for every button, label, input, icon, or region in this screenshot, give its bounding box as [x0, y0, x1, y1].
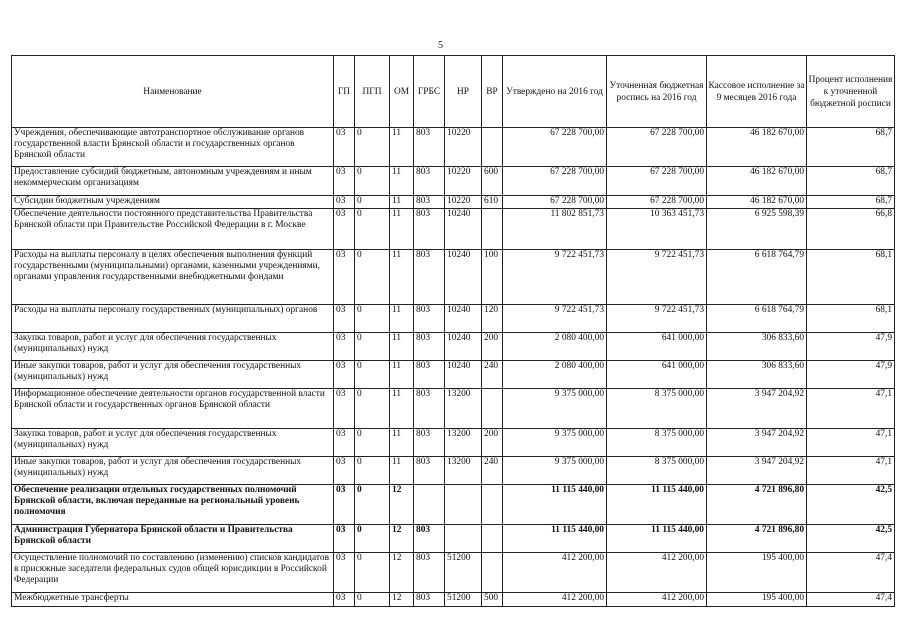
refined-amount-cell: 641 000,00: [607, 361, 707, 389]
om-cell: 11: [390, 389, 414, 429]
row-name-cell: Информационное обеспечение деятельности органов государственной власти Брянской области и государственных органов Брянской области: [12, 389, 334, 429]
gp-cell: 03: [334, 485, 355, 525]
grbs-cell: 803: [414, 593, 445, 607]
execution-percent-cell: 47,4: [807, 553, 895, 593]
row-name-cell: Администрация Губернатора Брянской области и Правительства Брянской области: [12, 525, 334, 553]
approved-amount-cell: 11 802 851,73: [503, 209, 607, 250]
execution-percent-cell: 42,5: [807, 525, 895, 553]
cash-execution-cell: 6 618 764,79: [707, 250, 807, 305]
pgp-cell: 0: [355, 389, 390, 429]
pgp-cell: 0: [355, 305, 390, 333]
om-cell: 11: [390, 457, 414, 485]
row-name-cell: Закупка товаров, работ и услуг для обеспечения государственных (муниципальных) нужд: [12, 333, 334, 361]
cash-execution-cell: 195 400,00: [707, 553, 807, 593]
refined-amount-cell: 8 375 000,00: [607, 389, 707, 429]
table-row: [12, 305, 895, 333]
refined-amount-cell: 9 722 451,73: [607, 250, 707, 305]
table-row: [12, 525, 895, 553]
refined-amount-cell: 412 200,00: [607, 593, 707, 607]
nr-cell: 13200: [445, 389, 482, 429]
row-name-cell: Осуществление полномочий по составлению (изменению) списков кандидатов в присяжные заседатели федеральных судов общей юрисдикции в Российской Федерации: [12, 553, 334, 593]
vr-cell: 200: [482, 429, 503, 457]
table-row: [12, 196, 895, 209]
execution-percent-cell: 68,7: [807, 167, 895, 196]
grbs-cell: 803: [414, 250, 445, 305]
table-row: [12, 361, 895, 389]
row-name-cell: Расходы на выплаты персоналу в целях обеспечения выполнения функций государственными (муниципальными) органами, казенными учреждениями, органами управления государственными внебюджетными фондами: [12, 250, 334, 305]
grbs-cell: 803: [414, 525, 445, 553]
pgp-cell: 0: [355, 525, 390, 553]
grbs-cell: 803: [414, 457, 445, 485]
grbs-cell: 803: [414, 209, 445, 250]
nr-cell: 10240: [445, 305, 482, 333]
gp-cell: 03: [334, 389, 355, 429]
cash-execution-cell: 3 947 204,92: [707, 457, 807, 485]
pgp-cell: 0: [355, 361, 390, 389]
cash-execution-cell: 306 833,60: [707, 333, 807, 361]
approved-amount-cell: 67 228 700,00: [503, 196, 607, 209]
nr-cell: 10220: [445, 167, 482, 196]
row-name-cell: Субсидии бюджетным учреждениям: [12, 196, 334, 209]
refined-amount-cell: 10 363 451,73: [607, 209, 707, 250]
gp-cell: 03: [334, 209, 355, 250]
vr-cell: 240: [482, 361, 503, 389]
vr-cell: 100: [482, 250, 503, 305]
approved-amount-cell: 9 375 000,00: [503, 389, 607, 429]
om-cell: 11: [390, 333, 414, 361]
vr-cell: 200: [482, 333, 503, 361]
row-name-cell: Учреждения, обеспечивающие автотранспортное обслуживание органов государственной власти Брянской области и государственных органов Брянской области: [12, 128, 334, 167]
om-cell: 11: [390, 167, 414, 196]
grbs-cell: 803: [414, 333, 445, 361]
vr-cell: [482, 525, 503, 553]
execution-percent-cell: 47,9: [807, 333, 895, 361]
vr-cell: [482, 209, 503, 250]
om-cell: 11: [390, 361, 414, 389]
execution-percent-cell: 68,7: [807, 196, 895, 209]
om-cell: 11: [390, 429, 414, 457]
pgp-cell: 0: [355, 209, 390, 250]
grbs-cell: 803: [414, 128, 445, 167]
grbs-cell: 803: [414, 429, 445, 457]
gp-cell: 03: [334, 333, 355, 361]
approved-amount-cell: 9 722 451,73: [503, 250, 607, 305]
row-name-cell: Межбюджетные трансферты: [12, 593, 334, 607]
execution-percent-cell: 68,1: [807, 250, 895, 305]
row-name-cell: Предоставление субсидий бюджетным, автономным учреждениям и иным некоммерческим организациям: [12, 167, 334, 196]
nr-cell: 10240: [445, 209, 482, 250]
pgp-cell: 0: [355, 457, 390, 485]
om-cell: 12: [390, 485, 414, 525]
column-header: Уточненная бюджетная роспись на 2016 год: [607, 56, 707, 128]
table-row: [12, 553, 895, 593]
refined-amount-cell: 67 228 700,00: [607, 128, 707, 167]
row-name-cell: Иные закупки товаров, работ и услуг для обеспечения государственных (муниципальных) нужд: [12, 457, 334, 485]
refined-amount-cell: 8 375 000,00: [607, 429, 707, 457]
approved-amount-cell: 412 200,00: [503, 593, 607, 607]
gp-cell: 03: [334, 553, 355, 593]
gp-cell: 03: [334, 429, 355, 457]
cash-execution-cell: 306 833,60: [707, 361, 807, 389]
vr-cell: 500: [482, 593, 503, 607]
execution-percent-cell: 68,1: [807, 305, 895, 333]
table-row: [12, 593, 895, 607]
row-name-cell: Обеспечение реализации отдельных государственных полномочий Брянской области, включая переданные на региональный уровень полномочия: [12, 485, 334, 525]
cash-execution-cell: 3 947 204,92: [707, 429, 807, 457]
refined-amount-cell: 67 228 700,00: [607, 196, 707, 209]
vr-cell: 240: [482, 457, 503, 485]
column-header: ГП: [334, 56, 355, 128]
pgp-cell: 0: [355, 485, 390, 525]
cash-execution-cell: 6 925 598,39: [707, 209, 807, 250]
execution-percent-cell: 42,5: [807, 485, 895, 525]
approved-amount-cell: 11 115 440,00: [503, 525, 607, 553]
pgp-cell: 0: [355, 167, 390, 196]
table-row: [12, 429, 895, 457]
budget-execution-table: [11, 55, 895, 607]
table-row: [12, 457, 895, 485]
column-header: НР: [445, 56, 482, 128]
execution-percent-cell: 47,1: [807, 457, 895, 485]
om-cell: 11: [390, 196, 414, 209]
row-name-cell: Закупка товаров, работ и услуг для обеспечения государственных (муниципальных) нужд: [12, 429, 334, 457]
nr-cell: 13200: [445, 457, 482, 485]
grbs-cell: 803: [414, 305, 445, 333]
column-header: Наименование: [12, 56, 334, 128]
vr-cell: [482, 389, 503, 429]
page-number: 5: [438, 40, 443, 51]
om-cell: 12: [390, 525, 414, 553]
approved-amount-cell: 67 228 700,00: [503, 128, 607, 167]
om-cell: 11: [390, 209, 414, 250]
column-header: Утверждено на 2016 год: [503, 56, 607, 128]
refined-amount-cell: 8 375 000,00: [607, 457, 707, 485]
nr-cell: [445, 485, 482, 525]
execution-percent-cell: 47,1: [807, 429, 895, 457]
om-cell: 12: [390, 593, 414, 607]
om-cell: 11: [390, 250, 414, 305]
gp-cell: 03: [334, 525, 355, 553]
execution-percent-cell: 47,1: [807, 389, 895, 429]
grbs-cell: 803: [414, 196, 445, 209]
table-header-row: [12, 56, 895, 128]
table-row: [12, 333, 895, 361]
table-row: [12, 128, 895, 167]
approved-amount-cell: 2 080 400,00: [503, 333, 607, 361]
gp-cell: 03: [334, 167, 355, 196]
grbs-cell: 803: [414, 553, 445, 593]
om-cell: 11: [390, 128, 414, 167]
refined-amount-cell: 412 200,00: [607, 553, 707, 593]
vr-cell: [482, 553, 503, 593]
gp-cell: 03: [334, 305, 355, 333]
refined-amount-cell: 641 000,00: [607, 333, 707, 361]
nr-cell: 10240: [445, 361, 482, 389]
cash-execution-cell: 6 618 764,79: [707, 305, 807, 333]
execution-percent-cell: 66,8: [807, 209, 895, 250]
nr-cell: 10240: [445, 250, 482, 305]
cash-execution-cell: 46 182 670,00: [707, 128, 807, 167]
gp-cell: 03: [334, 128, 355, 167]
cash-execution-cell: 3 947 204,92: [707, 389, 807, 429]
column-header: ОМ: [390, 56, 414, 128]
approved-amount-cell: 412 200,00: [503, 553, 607, 593]
nr-cell: 10220: [445, 196, 482, 209]
row-name-cell: Обеспечение деятельности постоянного представительства Правительства Брянской области при Правительстве Российской Федерации в г. Москве: [12, 209, 334, 250]
pgp-cell: 0: [355, 593, 390, 607]
pgp-cell: 0: [355, 128, 390, 167]
nr-cell: [445, 525, 482, 553]
grbs-cell: [414, 485, 445, 525]
nr-cell: 10240: [445, 333, 482, 361]
table-row: [12, 209, 895, 250]
refined-amount-cell: 9 722 451,73: [607, 305, 707, 333]
om-cell: 12: [390, 553, 414, 593]
refined-amount-cell: 67 228 700,00: [607, 167, 707, 196]
column-header: Кассовое исполнение за 9 месяцев 2016 года: [707, 56, 807, 128]
vr-cell: [482, 128, 503, 167]
table-row: [12, 389, 895, 429]
approved-amount-cell: 9 375 000,00: [503, 429, 607, 457]
row-name-cell: Иные закупки товаров, работ и услуг для обеспечения государственных (муниципальных) нужд: [12, 361, 334, 389]
cash-execution-cell: 195 400,00: [707, 593, 807, 607]
table-row: [12, 250, 895, 305]
nr-cell: 51200: [445, 593, 482, 607]
om-cell: 11: [390, 305, 414, 333]
gp-cell: 03: [334, 250, 355, 305]
vr-cell: 610: [482, 196, 503, 209]
approved-amount-cell: 67 228 700,00: [503, 167, 607, 196]
nr-cell: 10220: [445, 128, 482, 167]
column-header: ГРБС: [414, 56, 445, 128]
approved-amount-cell: 9 722 451,73: [503, 305, 607, 333]
vr-cell: [482, 485, 503, 525]
pgp-cell: 0: [355, 333, 390, 361]
approved-amount-cell: 2 080 400,00: [503, 361, 607, 389]
gp-cell: 03: [334, 361, 355, 389]
refined-amount-cell: 11 115 440,00: [607, 485, 707, 525]
cash-execution-cell: 46 182 670,00: [707, 196, 807, 209]
approved-amount-cell: 11 115 440,00: [503, 485, 607, 525]
pgp-cell: 0: [355, 553, 390, 593]
refined-amount-cell: 11 115 440,00: [607, 525, 707, 553]
pgp-cell: 0: [355, 429, 390, 457]
pgp-cell: 0: [355, 250, 390, 305]
approved-amount-cell: 9 375 000,00: [503, 457, 607, 485]
cash-execution-cell: 4 721 896,80: [707, 485, 807, 525]
gp-cell: 03: [334, 457, 355, 485]
grbs-cell: 803: [414, 389, 445, 429]
execution-percent-cell: 47,4: [807, 593, 895, 607]
cash-execution-cell: 4 721 896,80: [707, 525, 807, 553]
cash-execution-cell: 46 182 670,00: [707, 167, 807, 196]
vr-cell: 600: [482, 167, 503, 196]
grbs-cell: 803: [414, 361, 445, 389]
execution-percent-cell: 47,9: [807, 361, 895, 389]
table-row: [12, 485, 895, 525]
grbs-cell: 803: [414, 167, 445, 196]
execution-percent-cell: 68,7: [807, 128, 895, 167]
nr-cell: 13200: [445, 429, 482, 457]
pgp-cell: 0: [355, 196, 390, 209]
column-header: Процент исполнения к уточненной бюджетной росписи: [807, 56, 895, 128]
gp-cell: 03: [334, 593, 355, 607]
column-header: ВР: [482, 56, 503, 128]
row-name-cell: Расходы на выплаты персоналу государственных (муниципальных) органов: [12, 305, 334, 333]
column-header: ПГП: [355, 56, 390, 128]
table-row: [12, 167, 895, 196]
nr-cell: 51200: [445, 553, 482, 593]
vr-cell: 120: [482, 305, 503, 333]
gp-cell: 03: [334, 196, 355, 209]
